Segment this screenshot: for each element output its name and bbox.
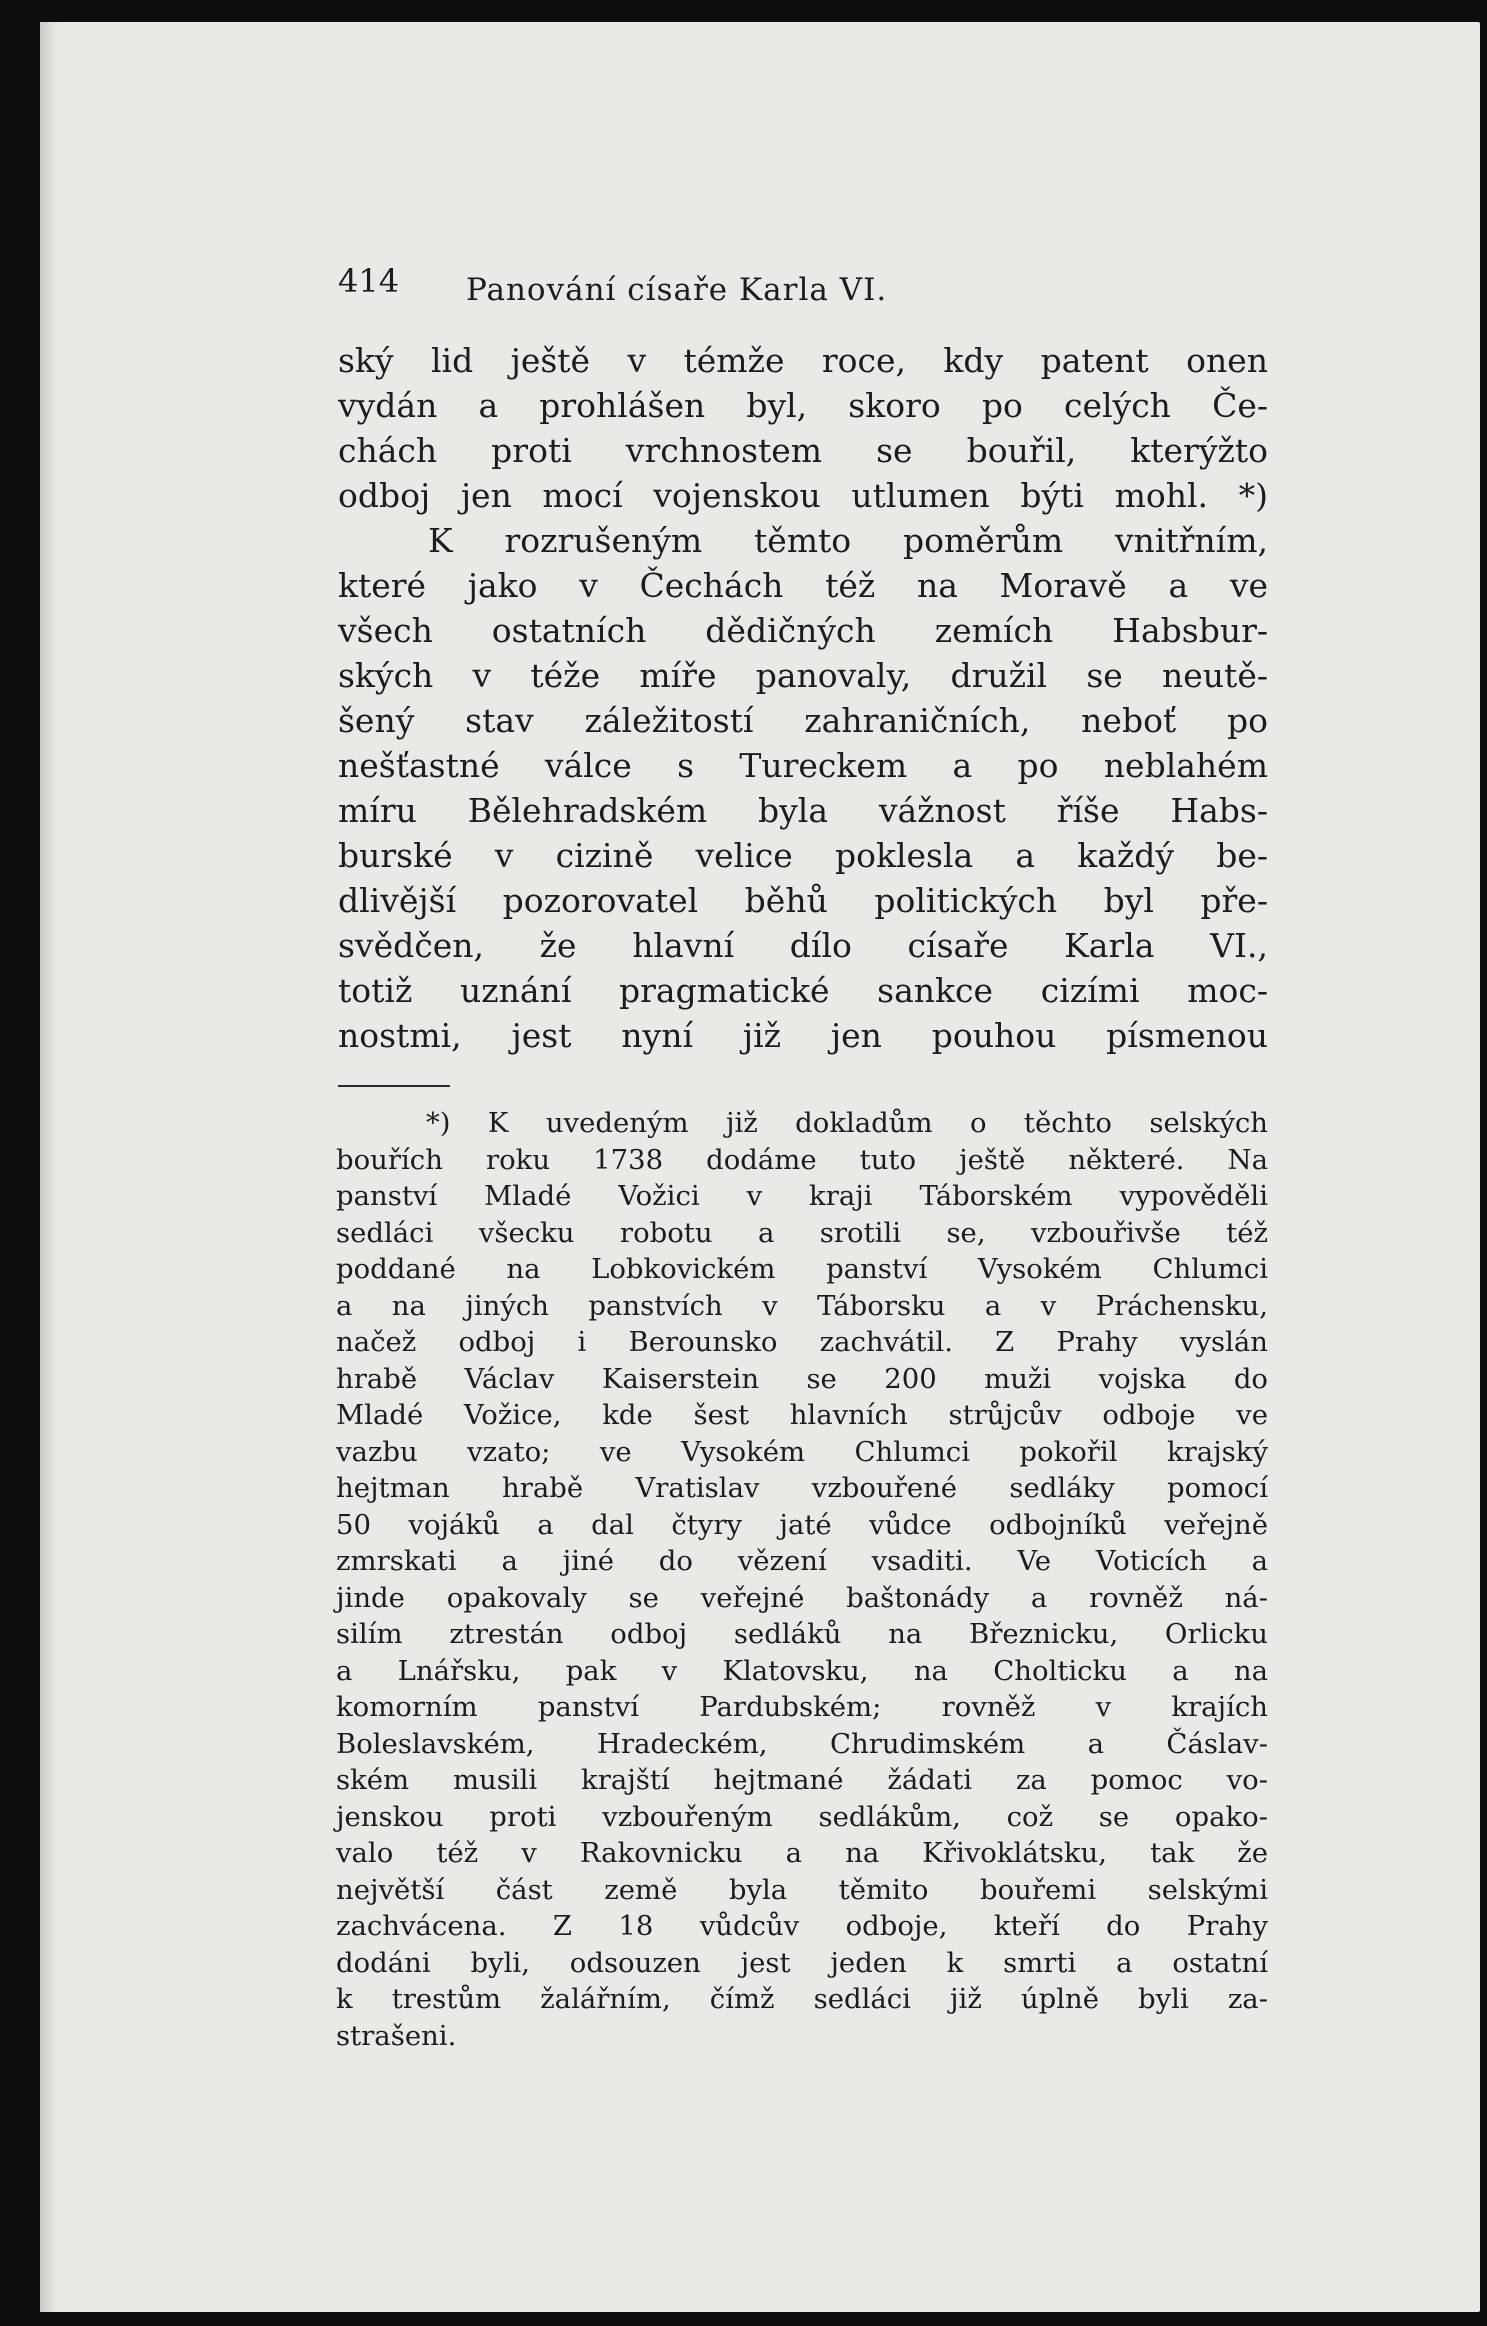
footnote-line: a na jiných panstvích v Táborsku a v Práchensku,: [336, 1289, 1268, 1322]
footnote-line: načež odboj i Berounsko zachvátil. Z Prahy vyslán: [336, 1326, 1268, 1358]
page-number: 414: [338, 262, 400, 300]
footnote-line: jinde opakovaly se veřejné baštonády a rovněž ná-: [336, 1581, 1268, 1614]
text-line: chách proti vrchnostem se bouřil, kterýžto: [338, 431, 1268, 470]
text-line: nešťastné válce s Tureckem a po neblahém: [338, 746, 1268, 785]
footnote-line: komorním panství Pardubském; rovněž v krajích: [336, 1691, 1268, 1723]
text-line: K rozrušeným těmto poměrům vnitřním,: [428, 521, 1268, 560]
footnote-line: vazbu vzato; ve Vysokém Chlumci pokořil krajský: [336, 1435, 1268, 1468]
text-line: šený stav záležitostí zahraničních, neboť po: [338, 701, 1268, 740]
footnote-line: k trestům žalářním, čímž sedláci již úplně byli za-: [336, 1983, 1268, 2015]
footnote-line: panství Mladé Vožici v kraji Táborském vypověděli: [336, 1180, 1268, 1212]
text-line: burské v cizině velice poklesla a každý be-: [338, 836, 1268, 875]
footnote-line: dodáni byli, odsouzen jest jeden k smrti a ostatní: [336, 1946, 1268, 1979]
text-line: míru Bělehradském byla vážnost říše Habs-: [338, 791, 1268, 830]
footnote-line: a Lnářsku, pak v Klatovsku, na Cholticku a na: [336, 1654, 1268, 1687]
footnote-line: zmrskati a jiné do vězení vsaditi. Ve Voticích a: [336, 1545, 1268, 1577]
page-header: [338, 260, 1268, 320]
text-line: svědčen, že hlavní dílo císaře Karla VI.,: [338, 926, 1268, 965]
footnote-line: bouřích roku 1738 dodáme tuto ještě některé. Na: [336, 1143, 1268, 1176]
page-edge-shadow: [40, 22, 58, 2312]
text-line: ský lid ještě v témže roce, kdy patent onen: [338, 341, 1268, 380]
text-line: totiž uznání pragmatické sankce cizími moc-: [338, 971, 1268, 1010]
footnote-line: zachvácena. Z 18 vůdcův odboje, kteří do Prahy: [336, 1910, 1268, 1942]
footnote-line: jenskou proti vzbouřeným sedlákům, což se opako-: [336, 1800, 1268, 1833]
footnote-line: Boleslavském, Hradeckém, Chrudimském a Čáslav-: [336, 1727, 1268, 1760]
footnote-line: strašeni.: [336, 2019, 457, 2052]
footnote-line: Mladé Vožice, kde šest hlavních strůjcův odboje ve: [336, 1399, 1268, 1431]
footnote-line: valo též v Rakovnicku a na Křivoklátsku, tak že: [336, 1837, 1268, 1869]
footnote-line: sedláci všecku robotu a srotili se, vzbouřivše též: [336, 1216, 1268, 1249]
text-line: ských v téže míře panovaly, družil se neutě-: [338, 656, 1268, 695]
text-line: nostmi, jest nyní již jen pouhou písmenou: [338, 1016, 1268, 1055]
running-title: Panování císaře Karla VI.: [466, 272, 888, 308]
text-line: všech ostatních dědičných zemích Habsbur-: [338, 611, 1268, 650]
footnote: [336, 1105, 1268, 2054]
text-line: dlivější pozorovatel běhů politických byl pře-: [338, 881, 1268, 920]
footnote-divider: [338, 1085, 450, 1087]
footnote-line: *) K uvedeným již dokladům o těchto selských: [426, 1107, 1268, 1139]
footnote-line: poddané na Lobkovickém panství Vysokém Chlumci: [336, 1253, 1268, 1285]
text-line: vydán a prohlášen byl, skoro po celých Če-: [338, 386, 1268, 425]
footnote-line: největší část země byla těmito bouřemi selskými: [336, 1873, 1268, 1906]
footnote-line: ském musili krajští hejtmané žádati za pomoc vo-: [336, 1764, 1268, 1796]
footnote-line: 50 vojáků a dal čtyry jaté vůdce odbojníků veřejně: [336, 1508, 1268, 1541]
footnote-line: silím ztrestán odboj sedláků na Březnicku, Orlicku: [336, 1618, 1268, 1650]
text-line: které jako v Čechách též na Moravě a ve: [338, 566, 1268, 605]
footnote-line: hrabě Václav Kaiserstein se 200 muži vojska do: [336, 1362, 1268, 1395]
footnote-line: hejtman hrabě Vratislav vzbouřené sedláky pomocí: [336, 1472, 1268, 1504]
text-line: odboj jen mocí vojenskou utlumen býti mohl. *): [338, 476, 1268, 515]
main-text: [338, 338, 1268, 1058]
